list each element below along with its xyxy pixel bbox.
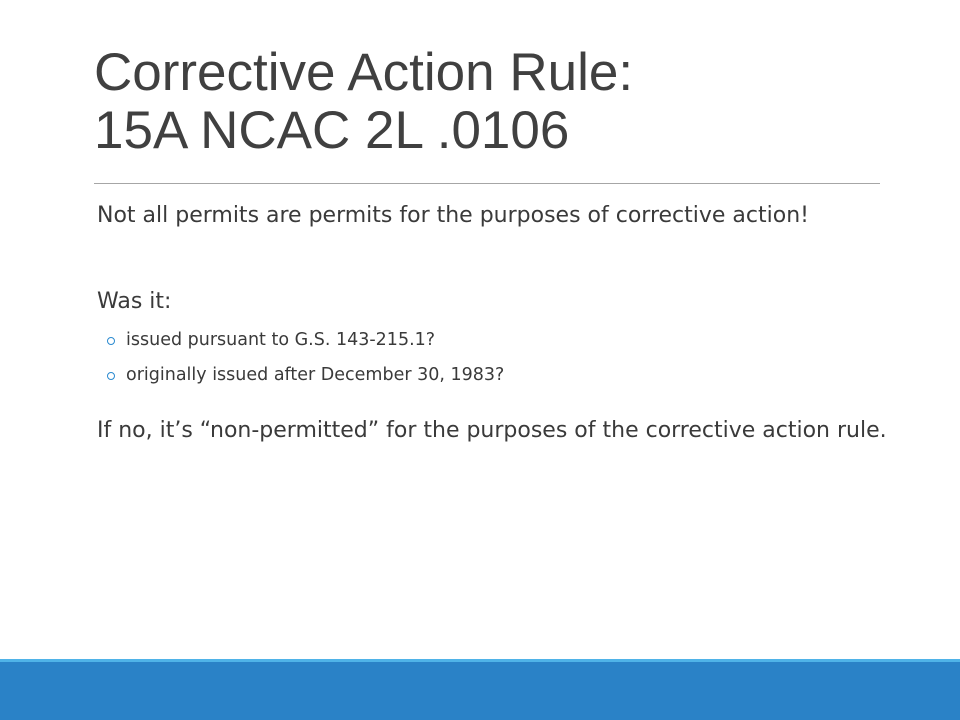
list-item-text: originally issued after December 30, 1983?	[126, 365, 505, 385]
list-item-text: issued pursuant to G.S. 143-215.1?	[126, 330, 436, 350]
hollow-circle-bullet-icon	[107, 337, 115, 345]
slide-title	[94, 44, 894, 160]
paragraph-permits-note: Not all permits are permits for the purposes of corrective action!	[97, 203, 809, 228]
paragraph-was-it: Was it:	[97, 289, 172, 314]
list-item	[107, 328, 887, 363]
list-item	[107, 363, 887, 398]
slide-title-line-1: Corrective Action Rule:	[94, 43, 634, 102]
sub-bullet-list	[107, 328, 887, 398]
paragraph-non-permitted: If no, it’s “non-permitted” for the purposes of the corrective action rule.	[97, 418, 887, 443]
slide-title-line-2: 15A NCAC 2L .0106	[94, 101, 570, 160]
footer-accent-bar	[0, 662, 960, 720]
hollow-circle-bullet-icon	[107, 372, 115, 380]
title-divider	[94, 183, 880, 184]
